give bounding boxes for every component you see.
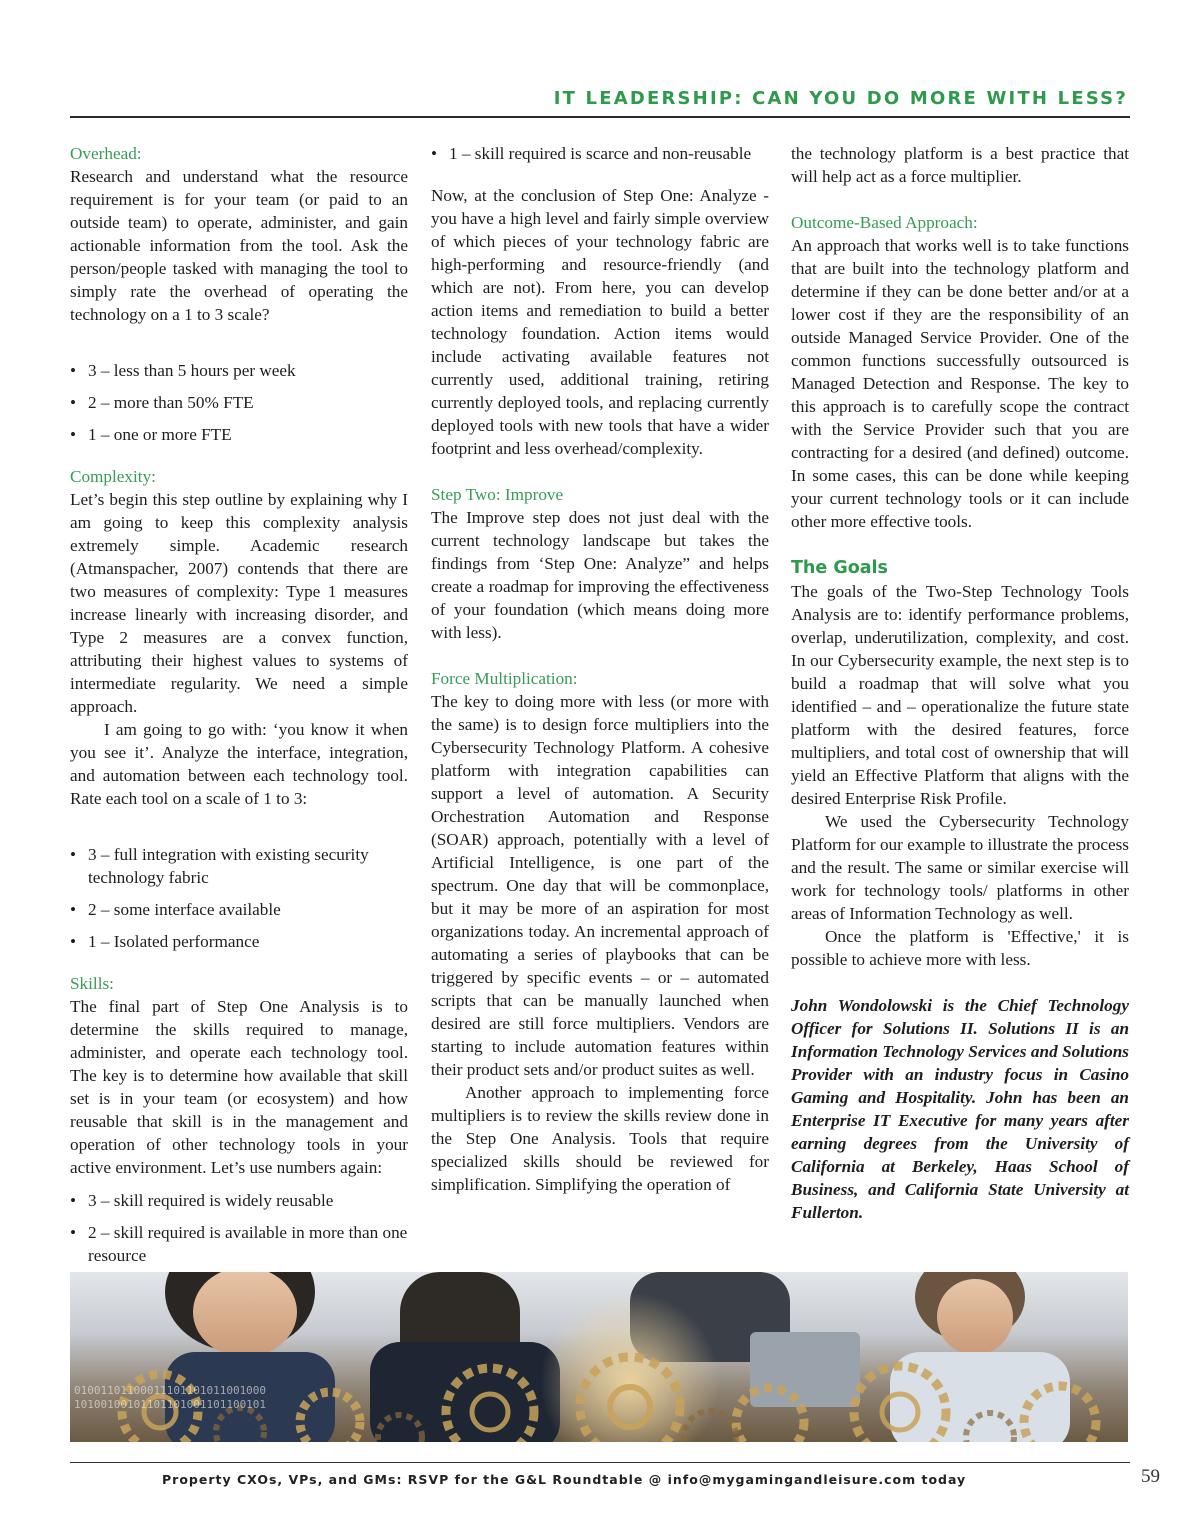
list-item: • 3 – full integration with existing security technology fabric <box>70 845 369 887</box>
complexity-body: Let’s begin this step outline by explaining why I am going to keep this complexity analysis extremely simple. Academic research (Atmanspacher, 2007) contends that there are two measures of complexity: Type 1 measures increase linearly with increasing disorder, and Type 2 measures are a convex function, attributing their highest values to systems of intermediate regularity. We need a simple approach. <box>70 490 408 716</box>
skills-heading: Skills: <box>70 974 114 993</box>
step-two-body: The Improve step does not just deal with the current technology landscape but takes the findings from ‘Step One: Analyze” and helps create a roadmap for improving the effectiveness of your foundation (which means doing more with less). <box>431 508 769 642</box>
goals-body-2: We used the Cybersecurity Technology Platform for our example to illustrate the process and the result. The same or similar exercise will work for technology tools/ platforms in other areas of Information Technology as well. <box>791 812 1129 923</box>
overhead-heading: Overhead: <box>70 144 142 163</box>
list-item: • 3 – less than 5 hours per week <box>70 361 296 380</box>
binary-text-2: 10100100101101101001101100101 <box>74 1398 267 1411</box>
tablet-device <box>750 1332 860 1407</box>
goals-body: The goals of the Two-Step Technology Tools Analysis are to: identify performance problems, overlap, underutilization, complexity, and cost. In our Cybersecurity example, the next step is to build a roadmap that will solve what you identified – and – operationalize the future state platform with the desired features, force multipliers, and total cost of ownership that will yield an Effective Platform that aligns with the desired Enterprise Risk Profile. <box>791 582 1129 808</box>
header-rule <box>70 116 1130 118</box>
outcome-body: An approach that works well is to take functions that are built into the technology platform and determine if they can be done better and/or at a lower cost if they are the responsibility of an outside Managed Service Provider. One of the common functions successfully outsourced is Managed Detection and Response. The key to this approach is to carefully scope the contract with the Service Provider such that you are contracting for a desired (and defined) outcome. In some cases, this can be done while keeping your current technology tools or it can include other more effective tools. <box>791 236 1129 531</box>
conclusion-body: Now, at the conclusion of Step One: Analyze - you have a high level and fairly simple overview of which pieces of your technology fabric are high-performing and resource-friendly (and which are not). From here, you can develop action items and remediation to build a better technology foundation. Action items would include activating available features not currently used, additional training, retiring currently deployed tools, and replacing currently deployed tools with new tools that have a wider footprint and less overhead/complexity. <box>431 186 769 458</box>
skills-list-continued <box>431 142 769 165</box>
column-2 <box>431 142 769 1196</box>
footer-rule <box>70 1462 1130 1463</box>
force-multiplication-heading: Force Multiplication: <box>431 669 578 688</box>
continued-body: the technology platform is a best practice that will help act as a force multiplier. <box>791 144 1129 186</box>
force-multiplication-body-2: Another approach to implementing force multipliers is to review the skills review done in the Step One Analysis. Tools that require specialized skills should be reviewed for simplification. Simplifying the operation of <box>431 1083 769 1194</box>
skills-body: The final part of Step One Analysis is to determine the skills required to manage, administer, and operate each technology tool. The key is to determine how available that skill set is in your team (or ecosystem) and how reusable that skill is in the management and operation of other technology tools in your active environment. Let’s use numbers again: <box>70 997 408 1177</box>
list-item: • 2 – more than 50% FTE <box>70 393 254 412</box>
binary-text-1: 01001101100011101101011001000 <box>74 1384 267 1397</box>
overhead-list <box>70 359 408 446</box>
skills-list <box>70 1189 408 1267</box>
goals-body-3: Once the platform is 'Effective,' it is possible to achieve more with less. <box>791 927 1129 969</box>
section-header-title: IT LEADERSHIP: CAN YOU DO MORE WITH LESS? <box>553 88 1128 109</box>
list-item: • 2 – some interface available <box>70 900 281 919</box>
column-1 <box>70 142 408 1276</box>
banner-image <box>70 1272 1128 1442</box>
list-item: • 1 – one or more FTE <box>70 425 232 444</box>
list-item: • 2 – skill required is available in more than one resource <box>70 1223 408 1265</box>
list-item: • 1 – Isolated performance <box>70 932 260 951</box>
list-item: • 3 – skill required is widely reusable <box>70 1191 334 1210</box>
banner-illustration <box>70 1272 1128 1442</box>
outcome-heading: Outcome-Based Approach: <box>791 213 978 232</box>
goals-heading: The Goals <box>791 558 888 578</box>
overhead-body: Research and understand what the resource requirement is for your team (or paid to an outside team) to operate, administer, and gain actionable information from the tool. Ask the person/people tasked with managing the tool to simply rate the overhead of operating the technology on a 1 to 3 scale? <box>70 167 408 324</box>
column-3 <box>791 142 1129 1224</box>
author-bio: John Wondolowski is the Chief Technology Officer for Solutions II. Solutions II is an Information Technology Services and Solutions Provider with an industry focus in Casino Gaming and Hospitality. John has been an Enterprise IT Executive for many years after earning degrees from the University of California at Berkeley, Haas School of Business, and California State University at Fullerton. <box>791 996 1129 1222</box>
complexity-body-2: I am going to go with: ‘you know it when you see it’. Analyze the interface, integration, and automation between each technology tool. Rate each tool on a scale of 1 to 3: <box>70 720 408 808</box>
footer-promo-text: Property CXOs, VPs, and GMs: RSVP for the G&L Roundtable @ info@mygamingandleisure.com today <box>162 1472 967 1487</box>
page-number: 59 <box>1141 1466 1160 1487</box>
person-face-right <box>937 1279 1013 1355</box>
complexity-heading: Complexity: <box>70 467 156 486</box>
step-two-heading: Step Two: Improve <box>431 485 564 504</box>
list-item: • 1 – skill required is scarce and non-reusable <box>431 144 752 163</box>
complexity-list <box>70 843 408 953</box>
force-multiplication-body: The key to doing more with less (or more with the same) is to design force multipliers into the Cybersecurity Technology Platform. A cohesive platform with integration capabilities can support a level of automation. A Security Orchestration Automation and Response (SOAR) approach, potentially with a level of Artificial Intelligence, is one part of the spectrum. One day that will be commonplace, but it may be more of an aspiration for most organizations today. An incremental approach of automating a series of playbooks that can be triggered by specific events – or – automated scripts that can be manually launched when desired are still force multipliers. Vendors are starting to include automation features within their product sets and/or product suites as well. <box>431 692 769 1079</box>
